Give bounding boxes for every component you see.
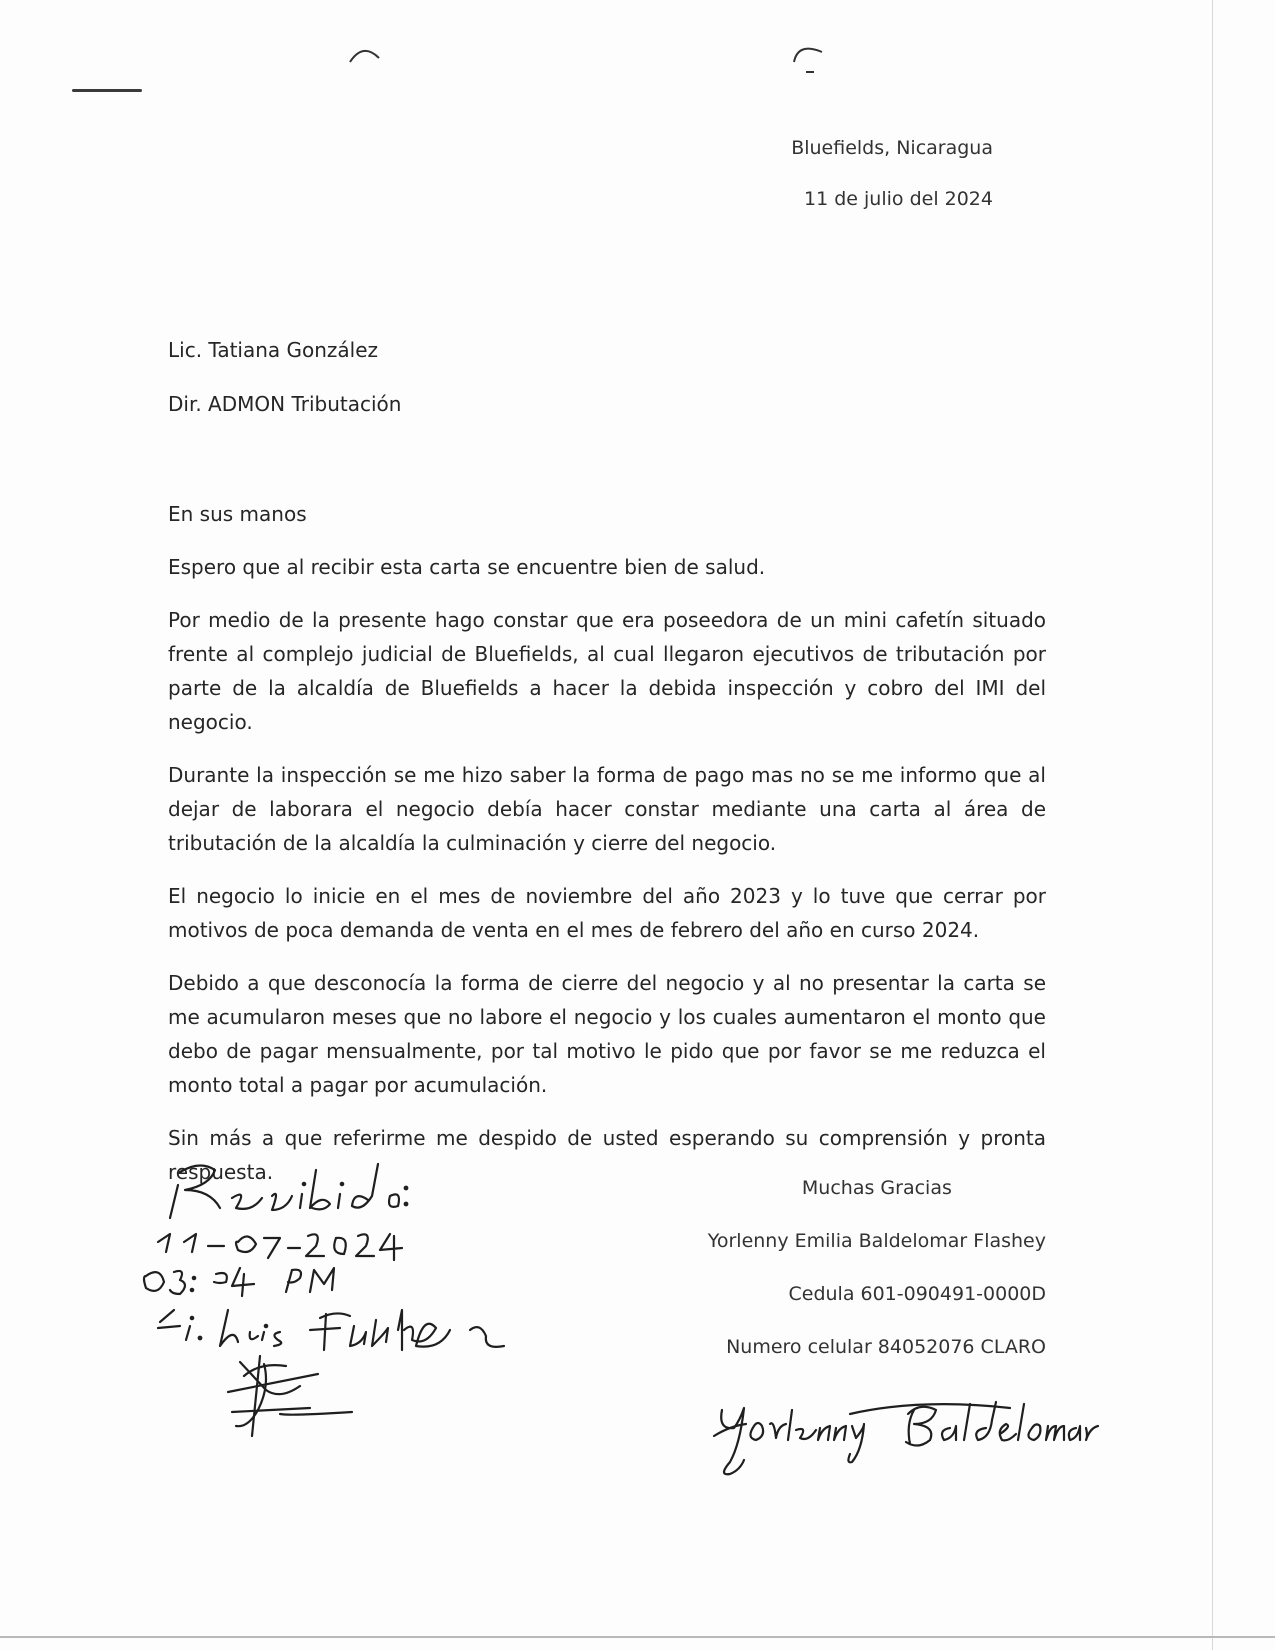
closing-thanks: Muchas Gracias bbox=[801, 1177, 952, 1199]
sender-id: Cedula 601-090491-0000D bbox=[788, 1283, 1046, 1305]
punch-hole-right-icon bbox=[788, 40, 828, 76]
recipient-name: Lic. Tatiana González bbox=[168, 338, 379, 362]
scan-page-edge bbox=[1212, 0, 1213, 1650]
place-line: Bluefields, Nicaragua bbox=[791, 137, 993, 159]
scan-bottom-edge bbox=[0, 1636, 1275, 1638]
recipient-block bbox=[168, 338, 401, 416]
letter-header bbox=[791, 136, 993, 211]
paragraph-3: Durante la inspección se me hizo saber la forma de pago mas no se me informo que al dejar de laborara el negocio debía hacer constar mediante una carta al área de tributación de la alcaldía la culminación y cierre del negocio. bbox=[168, 763, 1046, 855]
letter-body bbox=[168, 497, 1046, 1208]
closing-block bbox=[708, 1176, 1046, 1388]
sender-name: Yorlenny Emilia Baldelomar Flashey bbox=[707, 1230, 1046, 1252]
paragraph-4: El negocio lo inicie en el mes de noviembre del año 2023 y lo tuve que cerrar por motivos de poca demanda de venta en el mes de febrero del año en curso 2024. bbox=[168, 884, 1046, 942]
paragraph-6: Sin más a que referirme me despido de usted esperando su comprensión y pronta respuesta. bbox=[168, 1126, 1046, 1184]
received-handwritten-note bbox=[140, 1150, 540, 1490]
sender-signature bbox=[700, 1380, 1100, 1490]
paragraph-5: Debido a que desconocía la forma de cierre del negocio y al no presentar la carta se me acumularon meses que no labore el negocio y los cuales aumentaron el monto que debo de pagar mensualmente, por tal motivo le pido que por favor se me reduzca el monto total a pagar por acumulación. bbox=[168, 971, 1046, 1097]
greeting: En sus manos bbox=[168, 502, 307, 526]
scan-mark-line bbox=[72, 89, 142, 92]
punch-hole-left-icon bbox=[345, 42, 385, 72]
sender-phone: Numero celular 84052076 CLARO bbox=[726, 1336, 1046, 1358]
date-line: 11 de julio del 2024 bbox=[804, 188, 993, 210]
paragraph-1: Espero que al recibir esta carta se encuentre bien de salud. bbox=[168, 555, 766, 579]
recipient-position: Dir. ADMON Tributación bbox=[168, 392, 402, 416]
paragraph-2: Por medio de la presente hago constar que era poseedora de un mini cafetín situado frente al complejo judicial de Bluefields, al cual llegaron ejecutivos de tributación por parte de la alcaldía de Bluefields a hacer la debida inspección y cobro del IMI del negocio. bbox=[168, 608, 1046, 734]
